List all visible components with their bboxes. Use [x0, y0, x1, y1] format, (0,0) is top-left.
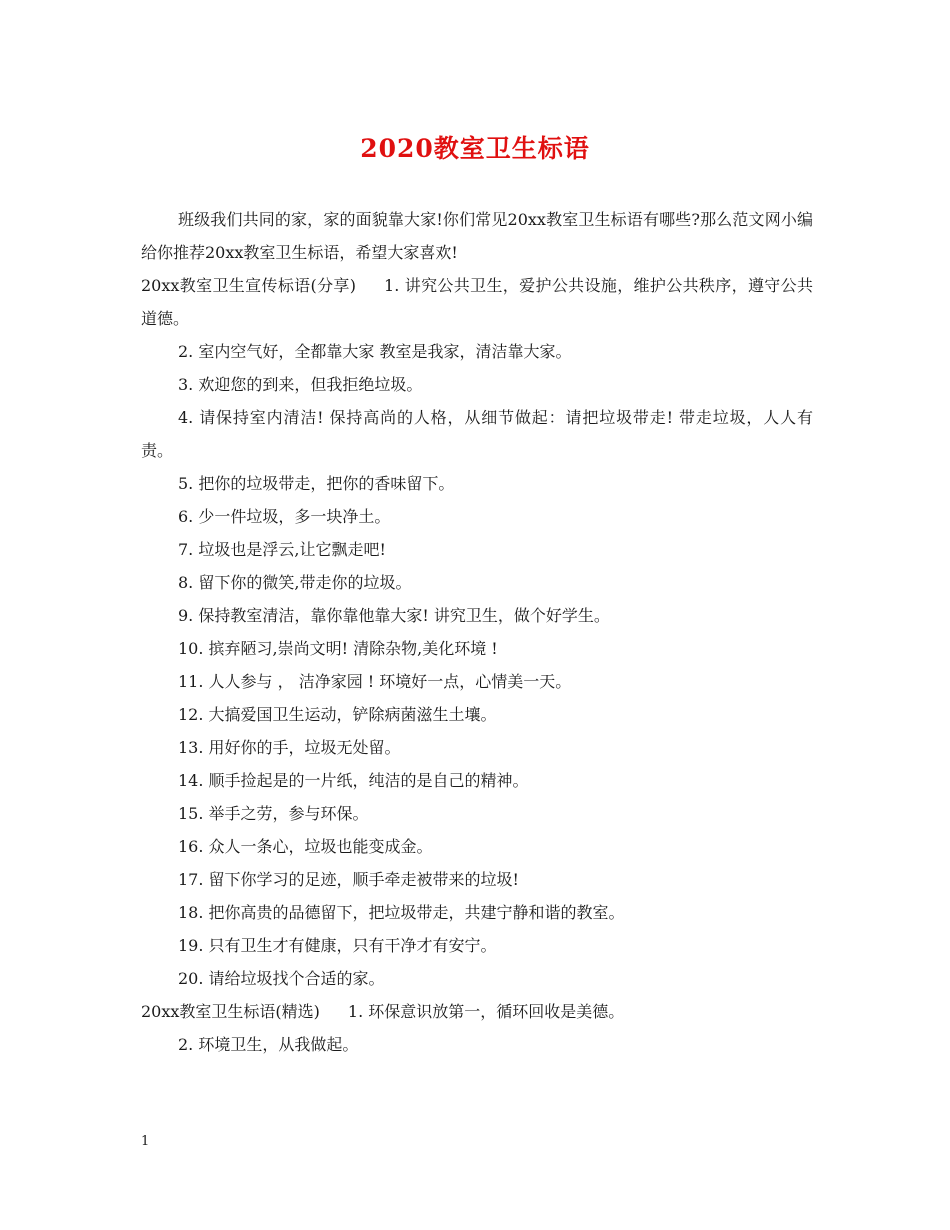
list-item: 1. 环保意识放第一，循环回收是美德。: [347, 1002, 625, 1021]
list-item: 17. 留下你学习的足迹，顺手牵走被带来的垃圾!: [178, 870, 519, 889]
list-item: 2. 环境卫生，从我做起。: [178, 1035, 359, 1054]
intro-paragraph: 班级我们共同的家，家的面貌靠大家!你们常见20xx教室卫生标语有哪些?那么范文网小编给你推荐20xx教室卫生标语，希望大家喜欢!: [141, 210, 813, 262]
list-item: 11. 人人参与 ， 洁净家园 ! 环境好一点，心情美一天。: [178, 672, 572, 691]
list-item: 16. 众人一条心，垃圾也能变成金。: [178, 837, 433, 856]
list-item: 1. 讲究公共卫生，爱护公共设施，维护公共秩序，遵守公共道德。: [141, 276, 813, 328]
list-item: 20. 请给垃圾找个合适的家。: [178, 969, 385, 988]
page-title: 2020教室卫生标语: [360, 134, 590, 163]
page-number: 1: [141, 1134, 150, 1149]
list-item: 3. 欢迎您的到来，但我拒绝垃圾。: [178, 375, 423, 394]
section-heading-line: [141, 269, 813, 335]
list-item: 15. 举手之劳，参与环保。: [178, 804, 369, 823]
section-heading: 20xx教室卫生宣传标语(分享): [141, 276, 357, 295]
list-item: 10. 摈弃陋习,崇尚文明! 清除杂物,美化环境 !: [178, 639, 498, 658]
section-heading: 20xx教室卫生标语(精选): [141, 1002, 320, 1021]
list-item: 2. 室内空气好，全都靠大家 教室是我家，清洁靠大家。: [178, 342, 572, 361]
list-item: 4. 请保持室内清洁! 保持高尚的人格，从细节做起：请把垃圾带走! 带走垃圾，人人有责。: [141, 408, 813, 460]
list-item: 14. 顺手捡起是的一片纸，纯洁的是自己的精神。: [178, 771, 529, 790]
list-item: 6. 少一件垃圾，多一块净土。: [178, 507, 391, 526]
list-item: 5. 把你的垃圾带走，把你的香味留下。: [178, 474, 455, 493]
list-item: 18. 把你高贵的品德留下，把垃圾带走，共建宁静和谐的教室。: [178, 903, 625, 922]
list-item: 19. 只有卫生才有健康，只有干净才有安宁。: [178, 936, 497, 955]
list-item: 7. 垃圾也是浮云,让它飘走吧!: [178, 540, 386, 559]
list-item: 8. 留下你的微笑,带走你的垃圾。: [178, 573, 412, 592]
list-item: 13. 用好你的手，垃圾无处留。: [178, 738, 401, 757]
list-item: 12. 大搞爱国卫生运动，铲除病菌滋生土壤。: [178, 705, 497, 724]
list-item: 9. 保持教室清洁，靠你靠他靠大家! 讲究卫生，做个好学生。: [178, 606, 610, 625]
section-heading-line: [141, 995, 813, 1028]
document-body: [141, 203, 813, 1061]
